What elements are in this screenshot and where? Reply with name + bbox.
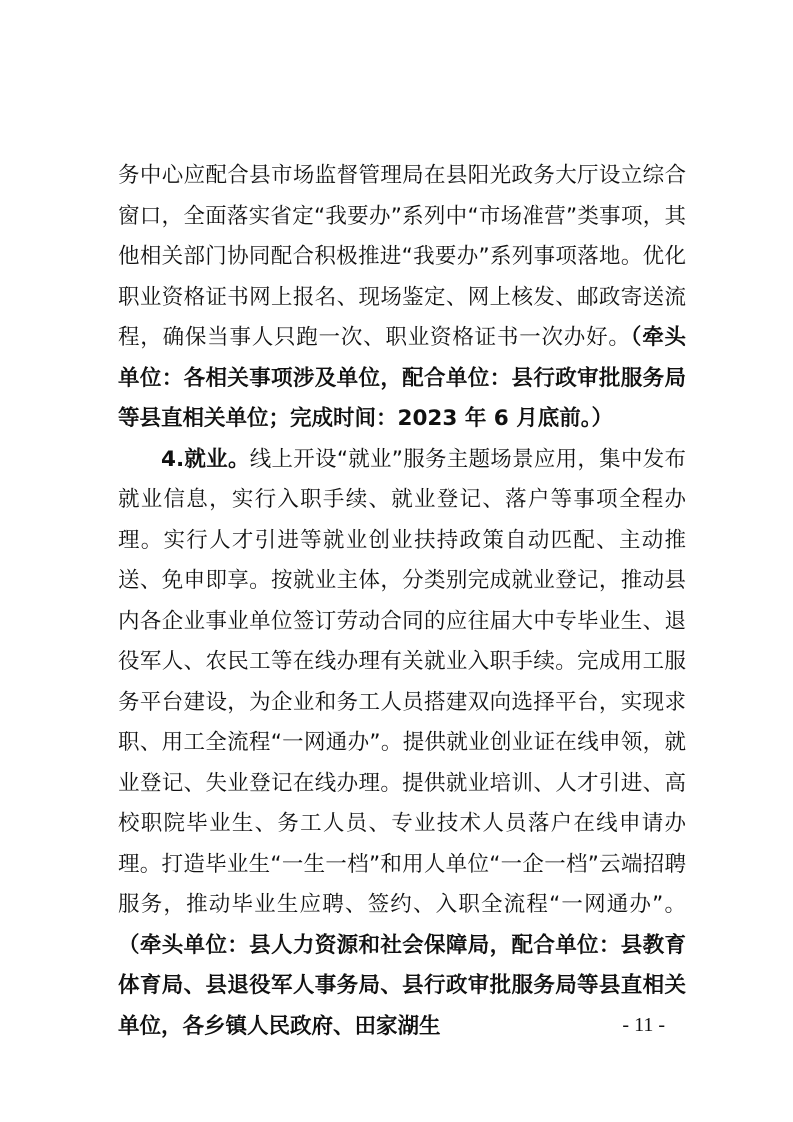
paragraph-text: 务中心应配合县市场监督管理局在县阳光政务大厅设立综合窗口，全面落实省定“我要办”系列中“市场准营”类事项，其他相关部门协同配合积极推进“我要办”系列事项落地。优化职业资格证书网上报名、现场鉴定、网上核发、邮政寄送流程，确保当事人只跑一次、职业资格证书一次办好。: [118, 163, 686, 350]
paragraph-employment: [118, 440, 686, 1048]
paragraph-previous-section: [118, 156, 686, 440]
responsibility-note: （牵头单位：县人力资源和社会保障局，配合单位：县教育体育局、县退役军人事务局、县行政审批服务局等县直相关单位，各乡镇人民政府、田家湖生: [118, 932, 686, 1039]
paragraph-text: 线上开设“就业”服务主题场景应用，集中发布就业信息，实行入职手续、就业登记、落户等事项全程办理。实行人才引进等就业创业扶持政策自动匹配、主动推送、免申即享。按就业主体，分类别完成就业登记，推动县内各企业事业单位签订劳动合同的应往届大中专毕业生、退役军人、农民工等在线办理有关就业入职手续。完成用工服务平台建设，为企业和务工人员搭建双向选择平台，实现求职、用工全流程“一网通办”。提供就业创业证在线申领，就业登记、失业登记在线办理。提供就业培训、人才引进、高校职院毕业生、务工人员、专业技术人员落户在线申请办理。打造毕业生“一生一档”和用人单位“一企一档”云端招聘服务，推动毕业生应聘、签约、入职全流程“一网通办”。: [118, 446, 686, 917]
page-number: - 11 -: [622, 1014, 665, 1036]
page-body: [118, 156, 686, 1047]
section-heading-employment: 4.就业。: [161, 446, 250, 472]
responsibility-note: （牵头单位：各相关事项涉及单位，配合单位：县行政审批服务局等县直相关单位；完成时间：2023 年 6 月底前。）: [118, 325, 686, 431]
